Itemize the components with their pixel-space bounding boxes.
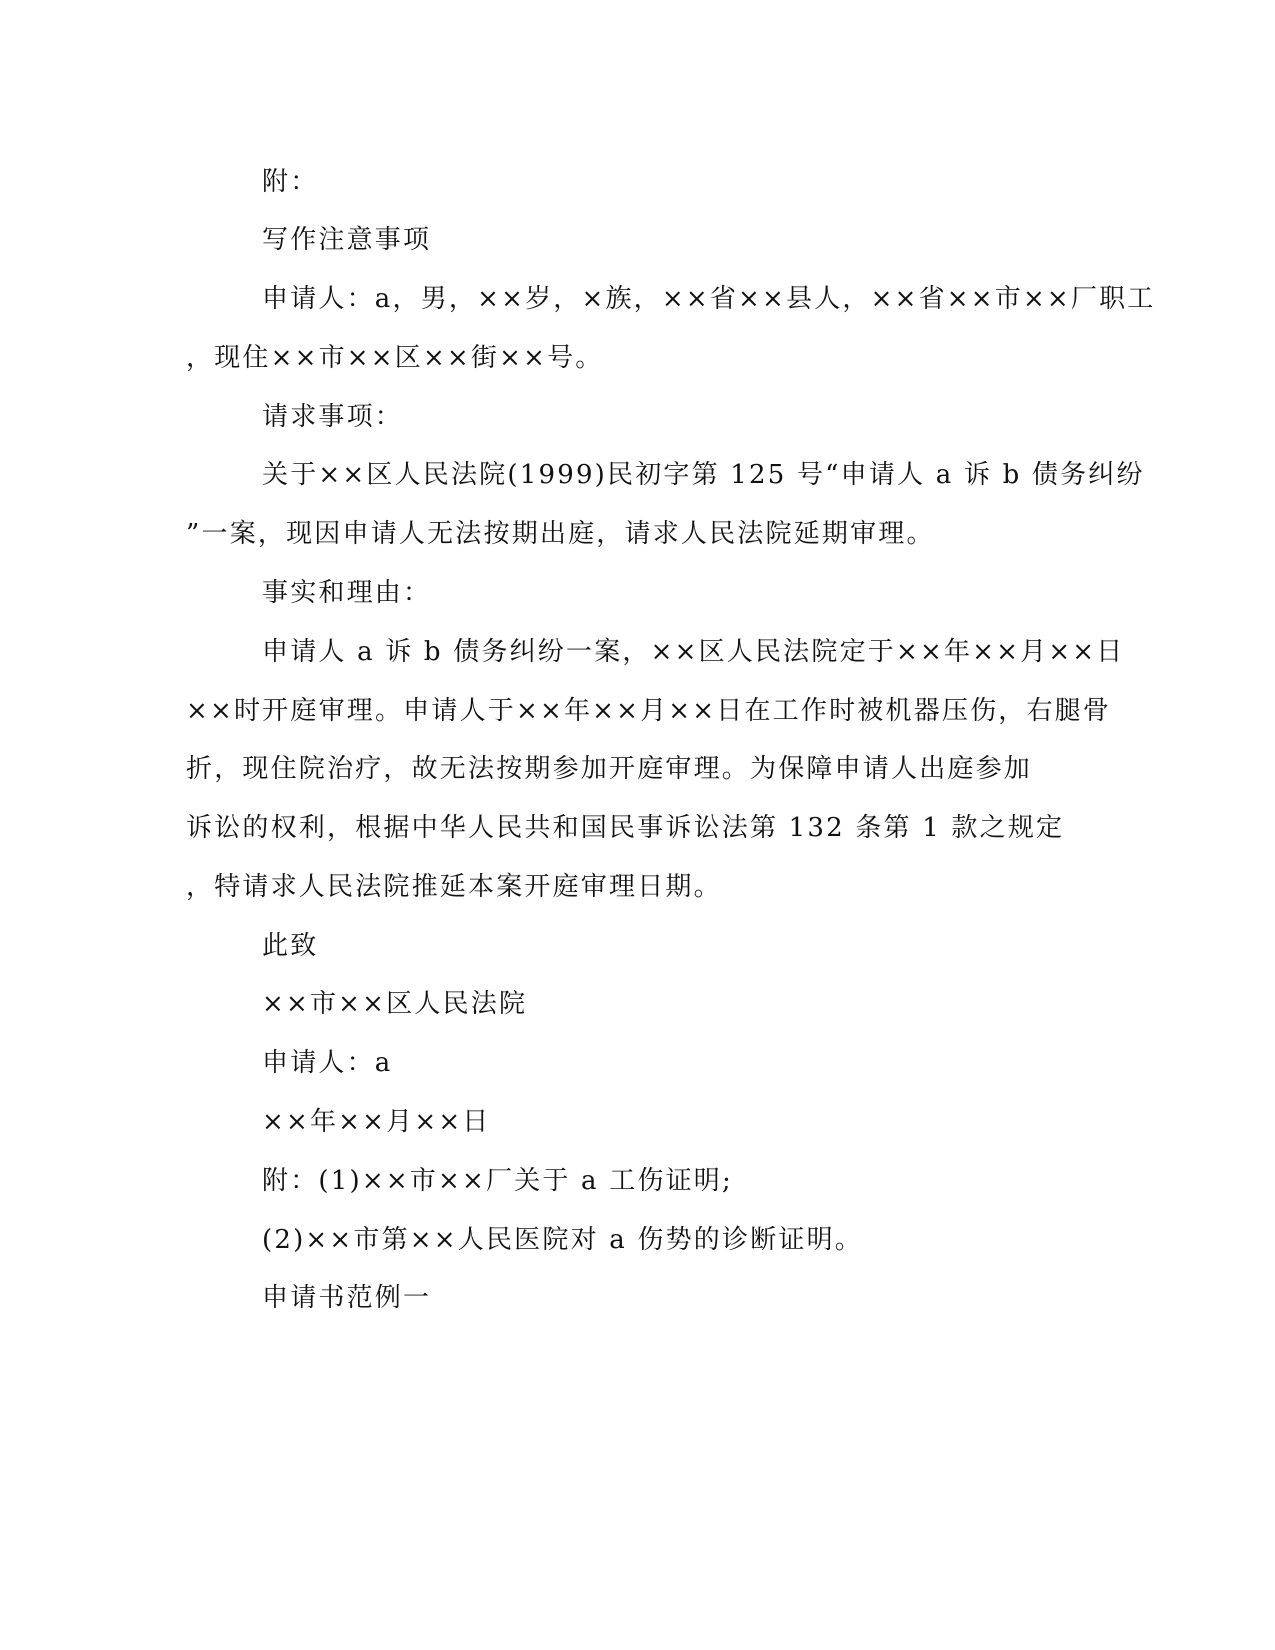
facts-reasons-line-2: ××时开庭审理。申请人于××年××月××日在工作时被机器压伤，右腿骨 — [186, 696, 1112, 726]
writing-notes-heading: 写作注意事项 — [262, 225, 432, 255]
facts-reasons-line-5: ，特请求人民法院推延本案开庭审理日期。 — [186, 872, 722, 902]
attachment-heading: 附： — [262, 167, 319, 197]
attachment-item-1: 附：(1)××市××厂关于 a 工伤证明; — [262, 1166, 733, 1196]
signature-date: ××年××月××日 — [262, 1107, 491, 1137]
attachment-item-2: (2)××市第××人民医院对 a 伤势的诊断证明。 — [262, 1225, 864, 1255]
court-recipient: ××市××区人民法院 — [262, 989, 528, 1019]
applicant-signature: 申请人：a — [262, 1048, 393, 1078]
facts-reasons-heading: 事实和理由： — [262, 578, 432, 608]
request-items-line-2: ”一案，现因申请人无法按期出庭，请求人民法院延期审理。 — [186, 519, 935, 549]
request-items-line-1: 关于××区人民法院(1999)民初字第 125 号“申请人 a 诉 b 债务纠纷 — [262, 460, 1145, 490]
example-title: 申请书范例一 — [262, 1283, 432, 1313]
applicant-info-line-2: ，现住××市××区××街××号。 — [186, 343, 604, 373]
salutation: 此致 — [262, 931, 319, 961]
facts-reasons-line-1: 申请人 a 诉 b 债务纠纷一案，××区人民法院定于××年××月××日 — [262, 637, 1125, 667]
applicant-info-line-1: 申请人：a，男，××岁，×族，××省××县人，××省××市××厂职工 — [262, 284, 1156, 314]
request-items-heading: 请求事项： — [262, 402, 404, 432]
facts-reasons-line-3: 折，现住院治疗，故无法按期参加开庭审理。为保障申请人出庭参加 — [186, 754, 1033, 784]
facts-reasons-line-4: 诉讼的权利，根据中华人民共和国民事诉讼法第 132 条第 1 款之规定 — [186, 813, 1065, 843]
